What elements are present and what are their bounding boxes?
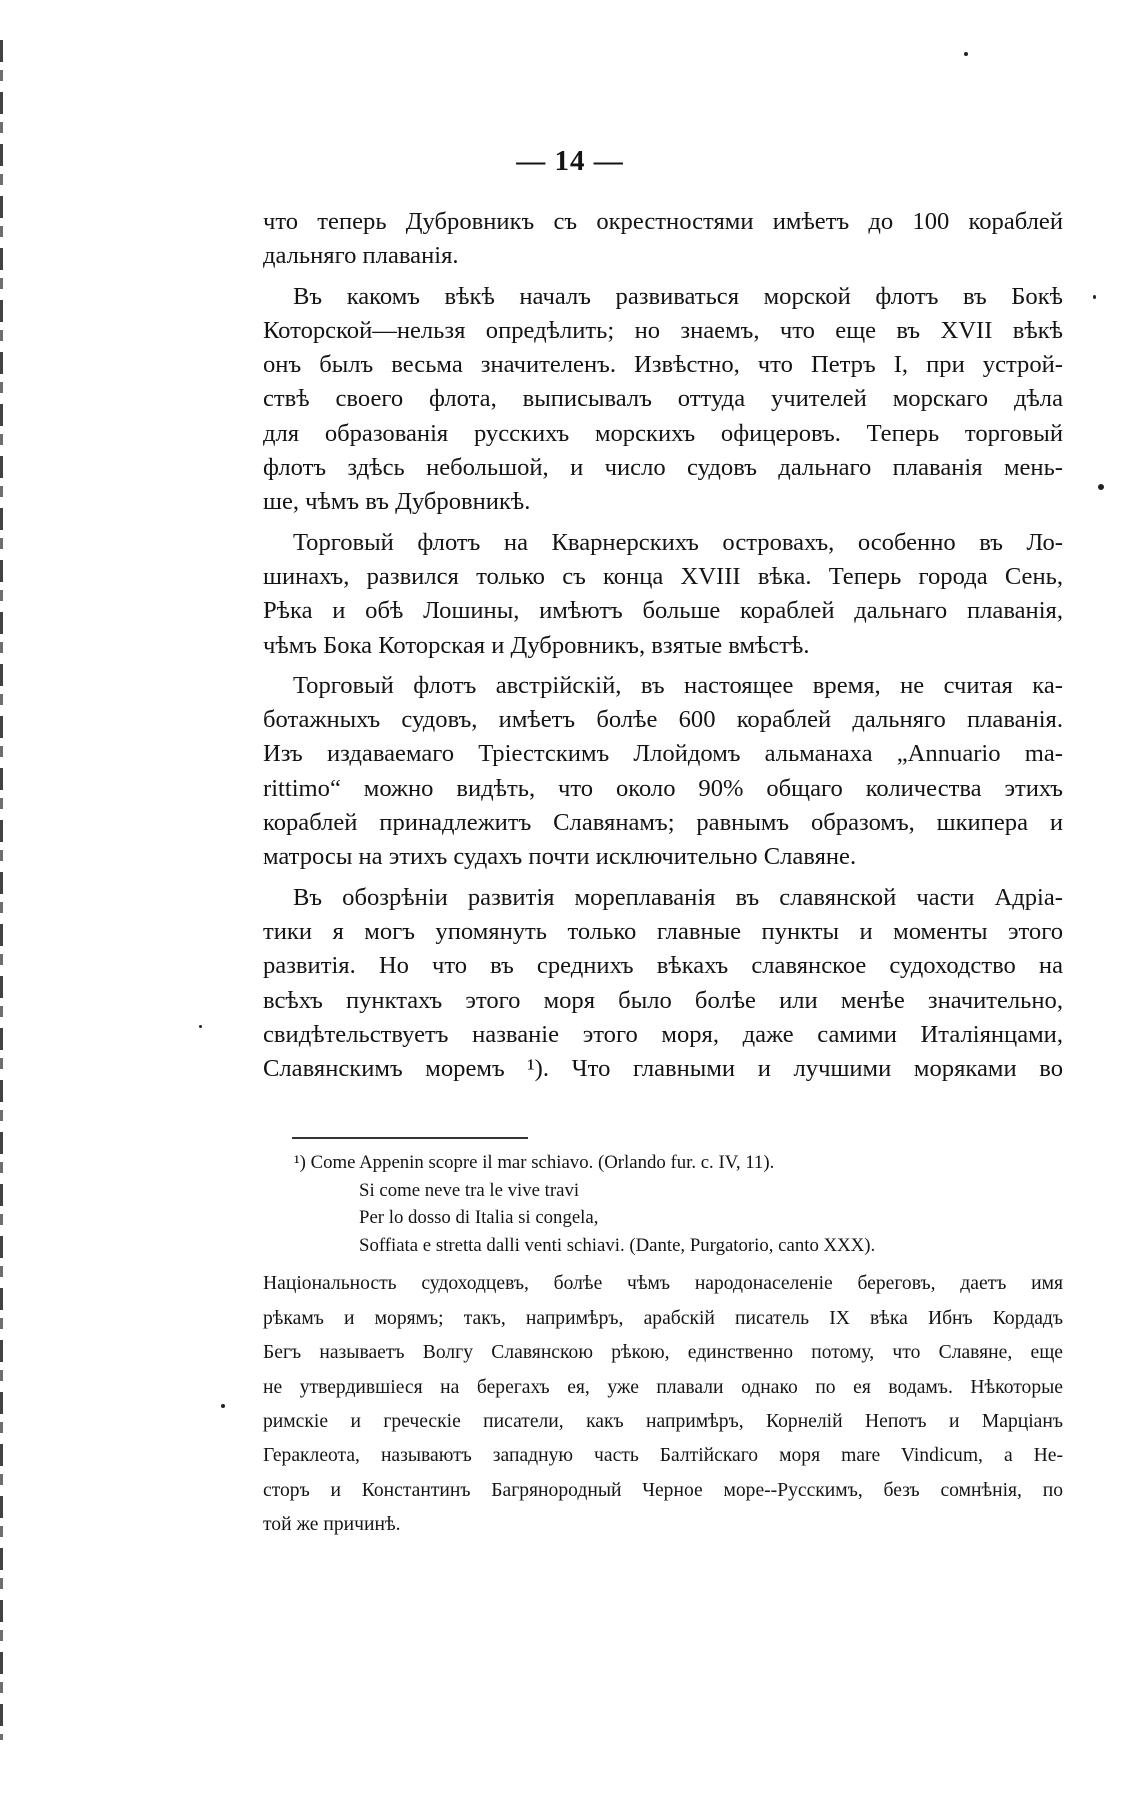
- text-line: Въ обозрѣніи развитія мореплаванія въ славянской части Адріа-: [293, 883, 1063, 911]
- text-line: матросы на этихъ судахъ почти исключительно Славяне.: [263, 843, 857, 871]
- note-line: сторъ и Константинъ Багрянородный Черное море--Русскимъ, безъ сомнѣнія, по: [263, 1479, 1063, 1501]
- paragraph: [263, 881, 1063, 1087]
- text-line: ботажныхъ судовъ, имѣетъ болѣе 600 кораблей дальняго плаванія.: [263, 706, 1063, 734]
- text-line: Рѣка и обѣ Лошины, имѣютъ больше кораблей дальнаго плаванія,: [263, 597, 1063, 625]
- note-line: Гераклеота, называютъ западную часть Балтійскаго моря mare Vindicum, а Не-: [263, 1445, 1063, 1467]
- text-line: флотъ здѣсь небольшой, и число судовъ дальнаго плаванія мень-: [263, 454, 1063, 482]
- text-line: Славянскимъ моремъ ¹). Что главными и лучшими моряками во: [263, 1055, 1063, 1083]
- paragraph: [263, 205, 1063, 274]
- text-line: свидѣтельствуетъ названіе этого моря, даже самими Италіянцами,: [263, 1020, 1063, 1048]
- text-line: что теперь Дубровникъ съ окрестностями имѣетъ до 100 кораблей: [263, 208, 1063, 235]
- text-line: чѣмъ Бока Которская и Дубровникъ, взятые вмѣстѣ.: [263, 631, 810, 659]
- text-line: тики я могъ упомянуть только главные пункты и моменты этого: [263, 917, 1063, 945]
- note-line: рѣкамъ и морямъ; такъ, напримѣръ, арабскій писатель IX вѣка Ибнъ Кордадъ: [263, 1307, 1063, 1329]
- footnote-line: ¹) Come Appenin scopre il mar schiavo. (Orlando fur. c. IV, 11).: [294, 1152, 775, 1173]
- scan-speck: [221, 1404, 225, 1408]
- scan-speck: [199, 1025, 202, 1028]
- paragraph: [263, 669, 1063, 875]
- text-line: онъ былъ весьма значителенъ. Извѣстно, что Петръ I, при устрой-: [263, 351, 1063, 379]
- text-line: кораблей принадлежитъ Славянамъ; равнымъ образомъ, шкипера и: [263, 809, 1063, 837]
- page-number: — 14 —: [516, 145, 624, 177]
- text-line: Торговый флотъ австрійскій, въ настоящее время, не считая ка-: [293, 671, 1063, 699]
- text-line: Торговый флотъ на Кварнерскихъ островахъ, особенно въ Ло-: [293, 528, 1063, 556]
- note-line: Національность судоходцевъ, болѣе чѣмъ народонаселеніе береговъ, даетъ имя: [263, 1273, 1063, 1295]
- text-line: ше, чѣмъ въ Дубровникѣ.: [263, 488, 531, 516]
- note-line: той же причинѣ.: [263, 1514, 401, 1536]
- footnote-divider: [292, 1137, 528, 1139]
- text-line: шинахъ, развился только съ конца XVIII вѣка. Теперь города Сень,: [263, 562, 1063, 590]
- text-line: rittimo“ можно видѣть, что около 90% общаго количества этихъ: [263, 774, 1063, 802]
- text-line: Которской—нельзя опредѣлить; но знаемъ, что еще въ XVII вѣкѣ: [263, 316, 1063, 344]
- text-line: дальняго плаванія.: [263, 242, 459, 270]
- footnote-verse-line: Si come neve tra le vive travi: [359, 1179, 580, 1201]
- footnote-note: [263, 1267, 1063, 1542]
- note-line: Бегъ называетъ Волгу Славянскою рѣкою, единственно потому, что Славяне, еще: [263, 1342, 1063, 1364]
- scan-speck: [1098, 484, 1104, 490]
- text-line: Изъ издаваемаго Тріестскимъ Ллойдомъ альманаха „Annuario ma-: [263, 740, 1063, 768]
- text-line: всѣхъ пунктахъ этого моря было болѣе или менѣе значительно,: [263, 986, 1063, 1014]
- scan-speck: [1093, 295, 1096, 299]
- footnote-verse-line: Per lo dosso di Italia si congela,: [359, 1207, 599, 1229]
- text-line: развитія. Но что въ среднихъ вѣкахъ славянское судоходство на: [263, 952, 1063, 980]
- footnote-verse-line: Soffiata e stretta dalli venti schiavi. (Dante, Purgatorio, canto XXX).: [359, 1234, 876, 1256]
- scan-speck: [964, 52, 968, 56]
- footnote: [263, 1149, 1063, 1543]
- note-line: не утвердившіеся на берегахъ ея, уже плавали однако по ея водамъ. Нѣкоторые: [263, 1376, 1063, 1398]
- note-line: римскіе и греческіе писатели, какъ напримѣръ, Корнелій Непотъ и Марціанъ: [263, 1411, 1063, 1432]
- paragraph: [263, 526, 1063, 663]
- page-binding-edge: [0, 40, 3, 1740]
- text-line: для образованія русскихъ морскихъ офицеровъ. Теперь торговый: [263, 419, 1063, 447]
- text-line: ствѣ своего флота, выписывалъ оттуда учителей морскаго дѣла: [263, 385, 1063, 413]
- paragraph: [263, 280, 1063, 520]
- text-line: Въ какомъ вѣкѣ началъ развиваться морской флотъ въ Бокѣ: [293, 282, 1063, 310]
- main-text: [263, 205, 1063, 1092]
